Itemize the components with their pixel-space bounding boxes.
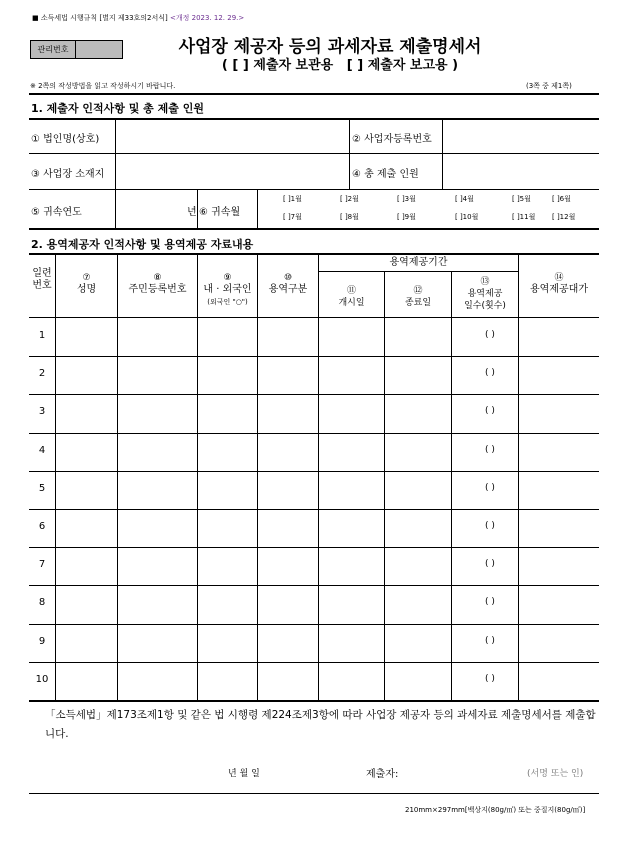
table-row[interactable] xyxy=(29,509,599,547)
revision-date: <개정 2023. 12. 29.> xyxy=(170,14,245,22)
corp-name-field[interactable] xyxy=(117,121,347,152)
section2-heading: 2. 용역제공자 인적사항 및 용역제공 자료내용 xyxy=(31,238,254,251)
row-serial-number: 8 xyxy=(38,597,46,609)
month-label: ⑥ 귀속월 xyxy=(199,207,241,218)
col-payment-header: ⑭ 용역제공대가 xyxy=(530,273,588,295)
days-count-field[interactable]: ( ) xyxy=(485,635,495,646)
submitter-label: 제출자: xyxy=(366,769,399,780)
month-checkbox-12[interactable]: [ ]12월 xyxy=(552,213,576,221)
col-nationality-header: ⑨ 내 · 외국인 (외국인 "○") xyxy=(203,273,252,306)
row-serial-number: 5 xyxy=(38,482,46,494)
service-period-header: 용역제공기간 xyxy=(389,257,448,268)
law-reference: ■ 소득세법 시행규칙 [별지 제33호의2서식] <개정 2023. 12. 29.> xyxy=(32,14,245,22)
year-label: ⑤ 귀속연도 xyxy=(31,207,82,218)
submission-statement: 「소득세법」제173조제1항 및 같은 법 시행령 제224조제3항에 따라 사업장 제공자 등의 과세자료 제출명세서를 제출합니다. xyxy=(45,709,596,740)
row-serial-number: 10 xyxy=(35,673,49,685)
page-title: 사업장 제공자 등의 과세자료 제출명세서 xyxy=(178,37,482,57)
address-field[interactable] xyxy=(117,155,347,188)
row-serial-number: 9 xyxy=(38,635,46,647)
month-checkbox-5[interactable]: [ ]5월 xyxy=(512,195,531,203)
paper-spec: 210mm×297mm[백상지(80g/㎡) 또는 중질지(80g/㎡)] xyxy=(405,806,586,814)
month-checkbox-11[interactable]: [ ]11월 xyxy=(512,213,536,221)
section1-heading: 1. 제출자 인적사항 및 총 제출 인원 xyxy=(31,102,204,115)
days-count-field[interactable]: ( ) xyxy=(485,444,495,455)
management-number-label: 관리번호 xyxy=(31,41,76,58)
table-row[interactable] xyxy=(29,585,599,623)
month-checkbox-9[interactable]: [ ]9월 xyxy=(397,213,416,221)
month-checkbox-4[interactable]: [ ]4월 xyxy=(455,195,474,203)
table-row[interactable] xyxy=(29,547,599,585)
days-count-field[interactable]: ( ) xyxy=(485,406,495,417)
col-serial-header: 일련 번호 xyxy=(32,268,52,291)
table-row[interactable] xyxy=(29,356,599,394)
month-checkbox-1[interactable]: [ ]1월 xyxy=(283,195,302,203)
row-serial-number: 2 xyxy=(38,368,46,380)
days-count-field[interactable]: ( ) xyxy=(485,368,495,379)
management-number-field[interactable] xyxy=(76,41,122,58)
col-end-date-header: ⑫ 종료일 xyxy=(404,286,432,308)
management-number-box xyxy=(30,40,123,59)
address-label: ③ 사업장 소재지 xyxy=(31,169,105,180)
biz-reg-no-field[interactable] xyxy=(444,121,598,152)
col-start-date-header: ⑪ 개시일 xyxy=(338,286,365,308)
table-row[interactable] xyxy=(29,318,599,356)
table-row[interactable] xyxy=(29,624,599,662)
page-subtitle xyxy=(150,54,530,73)
table-row[interactable] xyxy=(29,471,599,509)
biz-reg-no-label: ② 사업자등록번호 xyxy=(352,134,432,145)
year-unit: 년 xyxy=(187,207,197,218)
col-days-header: ⑬ 용역제공 일수(횟수) xyxy=(464,277,506,311)
days-count-field[interactable]: ( ) xyxy=(485,597,495,608)
report-copy-option[interactable]: [ ] 제출자 보고용 ) xyxy=(346,58,459,73)
page-info: (3쪽 중 제1쪽) xyxy=(526,82,572,90)
instruction-note: ※ 2쪽의 작성방법을 읽고 작성하시기 바랍니다. xyxy=(30,82,176,90)
total-count-field[interactable] xyxy=(444,155,598,188)
keep-copy-option[interactable]: ( [ ] 제출자 보관용 xyxy=(221,58,334,73)
row-serial-number: 4 xyxy=(38,444,46,456)
total-count-label: ④ 총 제출 인원 xyxy=(352,169,419,180)
corp-name-label: ① 법인명(상호) xyxy=(31,134,100,145)
month-checkbox-2[interactable]: [ ]2월 xyxy=(340,195,359,203)
month-checkbox-10[interactable]: [ ]10월 xyxy=(455,213,479,221)
row-serial-number: 1 xyxy=(38,330,46,342)
month-checkbox-3[interactable]: [ ]3월 xyxy=(397,195,416,203)
table-row[interactable] xyxy=(29,662,599,700)
days-count-field[interactable]: ( ) xyxy=(485,521,495,532)
days-count-field[interactable]: ( ) xyxy=(485,330,495,341)
days-count-field[interactable]: ( ) xyxy=(485,559,495,570)
col-service-type-header: ⑩ 용역구분 xyxy=(268,273,308,295)
row-serial-number: 3 xyxy=(38,406,46,418)
row-serial-number: 6 xyxy=(38,521,46,533)
signature-field[interactable]: (서명 또는 인) xyxy=(527,769,584,779)
month-checkbox-7[interactable]: [ ]7월 xyxy=(283,213,302,221)
table-row[interactable] xyxy=(29,394,599,432)
col-rrn-header: ⑧ 주민등록번호 xyxy=(128,273,187,295)
col-name-header: ⑦ 성명 xyxy=(76,273,97,295)
row-serial-number: 7 xyxy=(38,559,46,571)
days-count-field[interactable]: ( ) xyxy=(485,482,495,493)
submission-date[interactable]: 년 월 일 xyxy=(228,769,260,779)
table-row[interactable] xyxy=(29,433,599,471)
days-count-field[interactable]: ( ) xyxy=(485,673,495,684)
year-field[interactable] xyxy=(117,191,185,226)
month-checkbox-6[interactable]: [ ]6월 xyxy=(552,195,571,203)
month-checkbox-8[interactable]: [ ]8월 xyxy=(340,213,359,221)
